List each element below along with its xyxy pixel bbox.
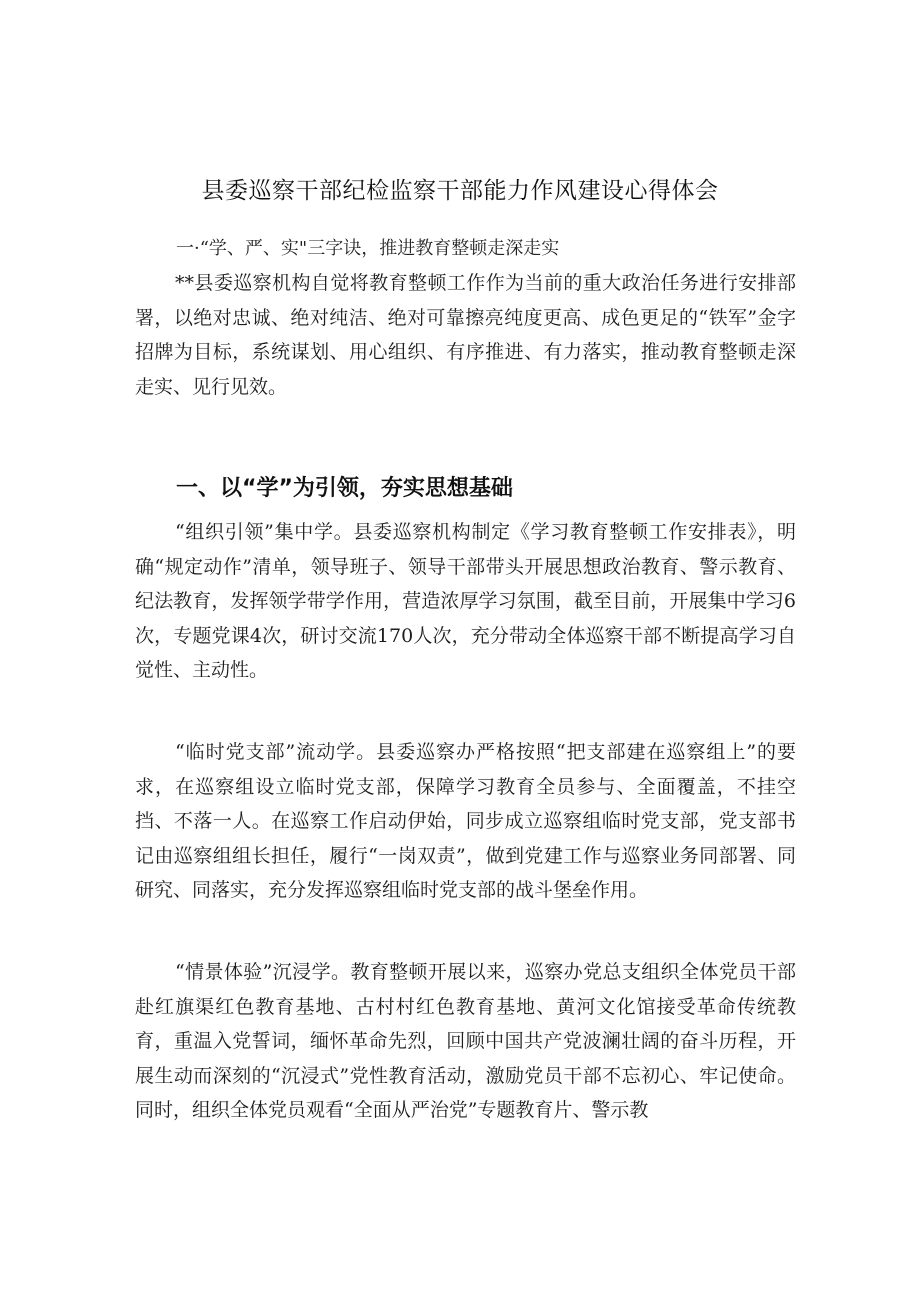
intro-paragraph: **县委巡察机构自觉将教育整顿工作作为当前的重大政治任务进行安排部署，以绝对忠诚、绝对纯洁、绝对可靠擦亮纯度更高、成色更足的“铁军”金字招牌为目标，系统谋划、用心组织、有序推进、有力落实，推动教育整顿走深走实、见行见效。 xyxy=(135,272,796,398)
body-paragraph: “组织引领”集中学。县委巡察机构制定《学习教育整顿工作安排表》，明确“规定动作”清单，领导班子、领导干部带头开展思想政治教育、警示教育、纪法教育，发挥领学带学作用，营造浓厚学习氛围，截至目前，开展集中学习6次，专题党课4次，研讨交流170人次，充分带动全体巡察干部不断提高学习自觉性、主动性。 xyxy=(135,521,796,681)
body-paragraph: “临时党支部”流动学。县委巡察办严格按照“把支部建在巡察组上”的要求，在巡察组设立临时党支部，保障学习教育全员参与、全面覆盖，不挂空挡、不落一人。在巡察工作启动伊始，同步成立巡察组临时党支部，党支部书记由巡察组组长担任，履行“一岗双责”，做到党建工作与巡察业务同部署、同研究、同落实，充分发挥巡察组临时党支部的战斗堡垒作用。 xyxy=(135,741,796,901)
document-title: 县委巡察干部纪检监察干部能力作风建设心得体会 xyxy=(201,178,719,204)
section-heading: 一、以“学”为引领，夯实思想基础 xyxy=(176,476,513,501)
document-subheading: 一·“学、严、实"三字诀，推进教育整顿走深走实 xyxy=(176,238,560,259)
body-paragraph: “情景体验”沉浸学。教育整顿开展以来，巡察办党总支组织全体党员干部赴红旗渠红色教育基地、古村村红色教育基地、黄河文化馆接受革命传统教育，重温入党誓词，缅怀革命先烈，回顾中国共产党波澜壮阔的奋斗历程，开展生动而深刻的“沉浸式”党性教育活动，激励党员干部不忘初心、牢记使命。同时，组织全体党员观看“全面从严治党”专题教育片、警示教 xyxy=(135,961,796,1121)
